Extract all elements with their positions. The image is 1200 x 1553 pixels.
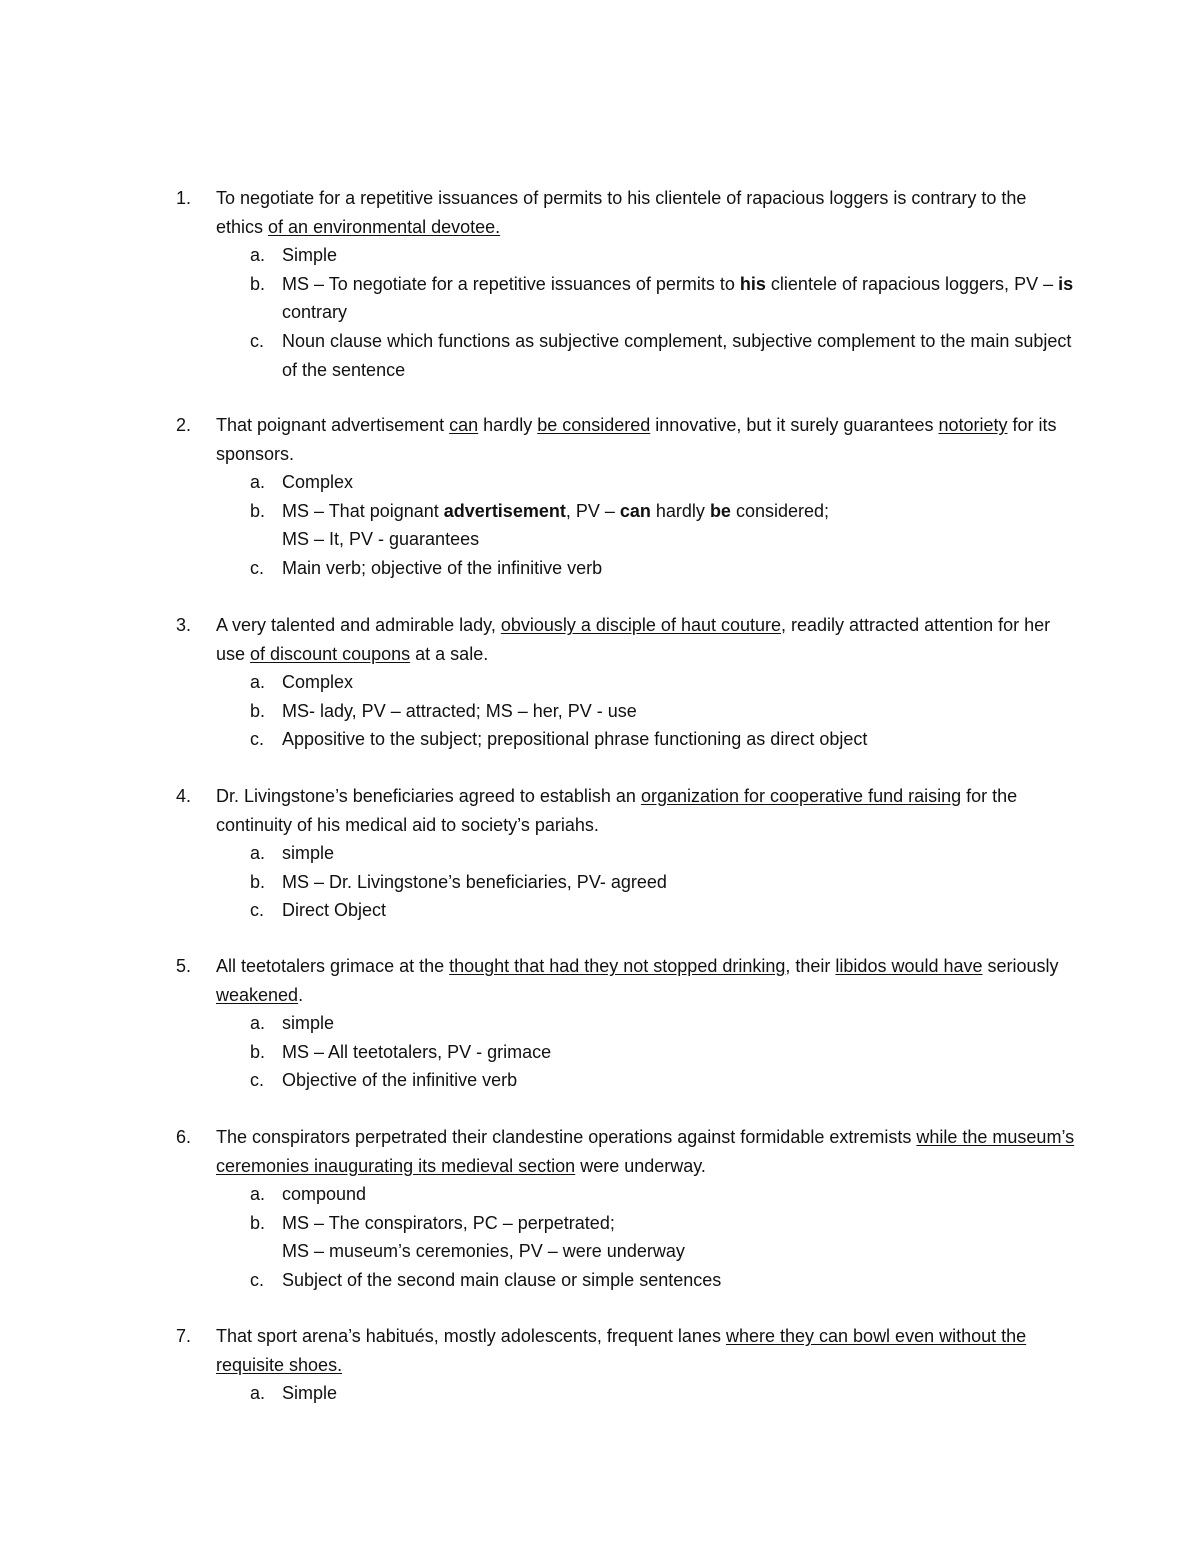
answer-text bbox=[282, 327, 1076, 384]
text-run: Subject of the second main clause or simple sentences bbox=[282, 1269, 722, 1290]
text-run: A very talented and admirable lady, bbox=[216, 615, 501, 635]
underlined-phrase: be considered bbox=[537, 415, 651, 435]
text-run: Simple bbox=[282, 245, 338, 266]
answer-letter: a. bbox=[250, 1184, 266, 1205]
question-number: 6. bbox=[176, 1127, 192, 1147]
answer-text bbox=[282, 1379, 1076, 1408]
text-run: Main verb; objective of the infinitive verb bbox=[282, 557, 603, 578]
answer-text bbox=[282, 896, 1076, 925]
answer-item bbox=[250, 1038, 1076, 1067]
answer-text bbox=[282, 839, 1076, 868]
answer-item bbox=[250, 241, 1076, 270]
question-item bbox=[176, 952, 1076, 1095]
text-run: That sport arena’s habitués, mostly adolescents, frequent lanes bbox=[216, 1326, 726, 1346]
question-sentence bbox=[176, 1322, 1076, 1379]
question-sentence bbox=[176, 411, 1076, 468]
text-run: hardly bbox=[478, 415, 538, 435]
question-text bbox=[216, 1322, 1076, 1379]
answer-letter: a. bbox=[250, 245, 266, 266]
answer-text bbox=[282, 1066, 1076, 1095]
text-run: simple bbox=[282, 843, 335, 864]
text-run: MS – museum’s ceremonies, PV – were underway bbox=[282, 1241, 685, 1262]
text-run: Objective of the infinitive verb bbox=[282, 1070, 518, 1091]
question-number: 4. bbox=[176, 786, 192, 806]
text-run: Simple bbox=[282, 1383, 338, 1404]
answer-letter: b. bbox=[250, 273, 266, 294]
answer-letter: b. bbox=[250, 700, 266, 721]
answer-text bbox=[282, 554, 1076, 583]
answer-letter: a. bbox=[250, 1013, 266, 1034]
answer-text bbox=[282, 868, 1076, 897]
answer-item bbox=[250, 327, 1076, 384]
answer-letter: c. bbox=[250, 557, 265, 578]
underlined-phrase: obviously a disciple of haut couture bbox=[500, 615, 782, 635]
answer-text bbox=[282, 241, 1076, 270]
text-run: , their bbox=[785, 956, 836, 976]
question-text bbox=[216, 1123, 1076, 1180]
underlined-phrase: where they can bowl even without the requisite shoes. bbox=[216, 1326, 1027, 1375]
answer-letter: b. bbox=[250, 500, 266, 521]
text-run: MS- lady, PV – attracted; MS – her, PV - use bbox=[282, 700, 637, 721]
question-text bbox=[216, 184, 1076, 241]
answer-text bbox=[282, 270, 1076, 327]
text-run: hardly bbox=[650, 500, 710, 521]
underlined-phrase: can bbox=[449, 415, 479, 435]
question-number: 3. bbox=[176, 615, 192, 635]
text-run: , readily attracted attention for her use bbox=[216, 615, 1051, 664]
answer-letter: a. bbox=[250, 672, 266, 693]
answer-item bbox=[250, 668, 1076, 697]
answer-item bbox=[250, 725, 1076, 754]
text-run: compound bbox=[282, 1184, 367, 1205]
text-run: for its sponsors. bbox=[216, 415, 1057, 464]
underlined-phrase: weakened bbox=[216, 984, 299, 1005]
question-text bbox=[216, 411, 1076, 468]
question-number: 7. bbox=[176, 1326, 192, 1346]
bold-word: his bbox=[739, 273, 766, 294]
question-number: 5. bbox=[176, 956, 192, 976]
answer-letter: a. bbox=[250, 1383, 266, 1404]
answer-letter: c. bbox=[250, 1269, 265, 1290]
question-text bbox=[216, 782, 1076, 839]
text-run: To negotiate for a repetitive issuances of permits to his clientele of rapacious loggers is contrary to the ethics bbox=[216, 188, 1027, 237]
answer-text bbox=[282, 1038, 1076, 1067]
answer-letter: b. bbox=[250, 871, 266, 892]
text-run: Complex bbox=[282, 672, 354, 693]
text-run: were underway. bbox=[575, 1155, 706, 1176]
answer-item bbox=[250, 868, 1076, 897]
answer-letter: a. bbox=[250, 843, 266, 864]
text-run: Dr. Livingstone’s beneficiaries agreed to establish an bbox=[216, 786, 641, 806]
answer-letter: b. bbox=[250, 1212, 266, 1233]
answer-text bbox=[282, 1009, 1076, 1038]
answer-text bbox=[282, 1180, 1076, 1209]
question-item bbox=[176, 1322, 1076, 1408]
answer-item bbox=[250, 270, 1076, 327]
question-text bbox=[216, 611, 1076, 668]
question-item bbox=[176, 411, 1076, 583]
answer-text bbox=[282, 468, 1076, 497]
question-sentence bbox=[176, 782, 1076, 839]
answer-text bbox=[282, 1237, 1076, 1266]
text-run: That poignant advertisement bbox=[216, 415, 450, 435]
answer-item bbox=[250, 697, 1076, 726]
question-item bbox=[176, 1123, 1076, 1295]
question-number: 2. bbox=[176, 415, 192, 435]
answer-item bbox=[250, 1209, 1076, 1238]
text-run: at a sale. bbox=[410, 643, 489, 664]
question-item bbox=[176, 184, 1076, 384]
underlined-phrase: while the museum’s ceremonies inaugurating its medieval section bbox=[216, 1127, 1075, 1176]
answer-text bbox=[282, 668, 1076, 697]
text-run: seriously bbox=[982, 956, 1059, 976]
answer-text bbox=[282, 697, 1076, 726]
question-sentence bbox=[176, 611, 1076, 668]
text-run: contrary bbox=[282, 302, 348, 323]
answer-item bbox=[250, 1009, 1076, 1038]
answer-item bbox=[250, 1379, 1076, 1408]
question-sentence bbox=[176, 952, 1076, 1009]
answer-text bbox=[282, 1209, 1076, 1238]
answer-item bbox=[250, 554, 1076, 583]
question-sentence bbox=[176, 1123, 1076, 1180]
answer-continuation bbox=[282, 1237, 1076, 1266]
underlined-phrase: thought that had they not stopped drinking bbox=[449, 956, 786, 976]
text-run: , PV – bbox=[565, 500, 620, 521]
answer-letter: c. bbox=[250, 1070, 265, 1091]
answer-item bbox=[250, 1266, 1076, 1295]
answer-continuation bbox=[282, 525, 1076, 554]
answer-letter: c. bbox=[250, 729, 265, 750]
text-run: Direct Object bbox=[282, 900, 387, 921]
text-run: MS – The conspirators, PC – perpetrated; bbox=[282, 1212, 615, 1233]
text-run: MS – That poignant bbox=[282, 500, 444, 521]
text-run: MS – It, PV - guarantees bbox=[282, 529, 480, 550]
bold-word: advertisement bbox=[443, 500, 566, 521]
answer-letter: c. bbox=[250, 900, 265, 921]
bold-word: be bbox=[709, 500, 731, 521]
answer-item bbox=[250, 1066, 1076, 1095]
text-run: Noun clause which functions as subjective complement, subjective complement to the main subject of the sentence bbox=[282, 330, 1072, 380]
bold-word: can bbox=[619, 500, 651, 521]
text-run: MS – To negotiate for a repetitive issuances of permits to bbox=[282, 273, 740, 294]
answer-text bbox=[282, 1266, 1076, 1295]
question-number: 1. bbox=[176, 188, 192, 208]
answer-item bbox=[250, 1180, 1076, 1209]
text-run: Appositive to the subject; prepositional phrase functioning as direct object bbox=[282, 729, 868, 750]
text-run: The conspirators perpetrated their clandestine operations against formidable extremists bbox=[216, 1127, 917, 1147]
underlined-phrase: organization for cooperative fund raising bbox=[640, 786, 962, 806]
answer-text bbox=[282, 725, 1076, 754]
text-run: MS – All teetotalers, PV - grimace bbox=[282, 1041, 552, 1062]
question-text bbox=[216, 952, 1076, 1009]
text-run: innovative, but it surely guarantees bbox=[650, 415, 939, 435]
text-run: Complex bbox=[282, 472, 354, 493]
question-item bbox=[176, 611, 1076, 754]
answer-item bbox=[250, 468, 1076, 497]
text-run: clientele of rapacious loggers, PV – bbox=[765, 273, 1059, 294]
answer-letter: c. bbox=[250, 330, 265, 351]
underlined-phrase: notoriety bbox=[938, 415, 1008, 435]
text-run: for the continuity of his medical aid to society’s pariahs. bbox=[216, 786, 1018, 835]
text-run: simple bbox=[282, 1013, 335, 1034]
underlined-phrase: of an environmental devotee. bbox=[268, 216, 501, 237]
answer-item bbox=[250, 497, 1076, 526]
answer-letter: a. bbox=[250, 472, 266, 493]
underlined-phrase: of discount coupons bbox=[250, 643, 411, 664]
underlined-phrase: libidos would have bbox=[835, 956, 983, 976]
question-sentence bbox=[176, 184, 1076, 241]
answer-letter: b. bbox=[250, 1041, 266, 1062]
bold-word: is bbox=[1058, 273, 1074, 294]
answer-item bbox=[250, 896, 1076, 925]
answer-text bbox=[282, 525, 1076, 554]
text-run: considered; bbox=[730, 500, 830, 521]
question-item bbox=[176, 782, 1076, 925]
answer-item bbox=[250, 839, 1076, 868]
text-run: MS – Dr. Livingstone’s beneficiaries, PV- agreed bbox=[282, 871, 667, 892]
text-run: All teetotalers grimace at the bbox=[216, 956, 450, 976]
text-run: . bbox=[298, 984, 304, 1005]
answer-text bbox=[282, 497, 1076, 526]
